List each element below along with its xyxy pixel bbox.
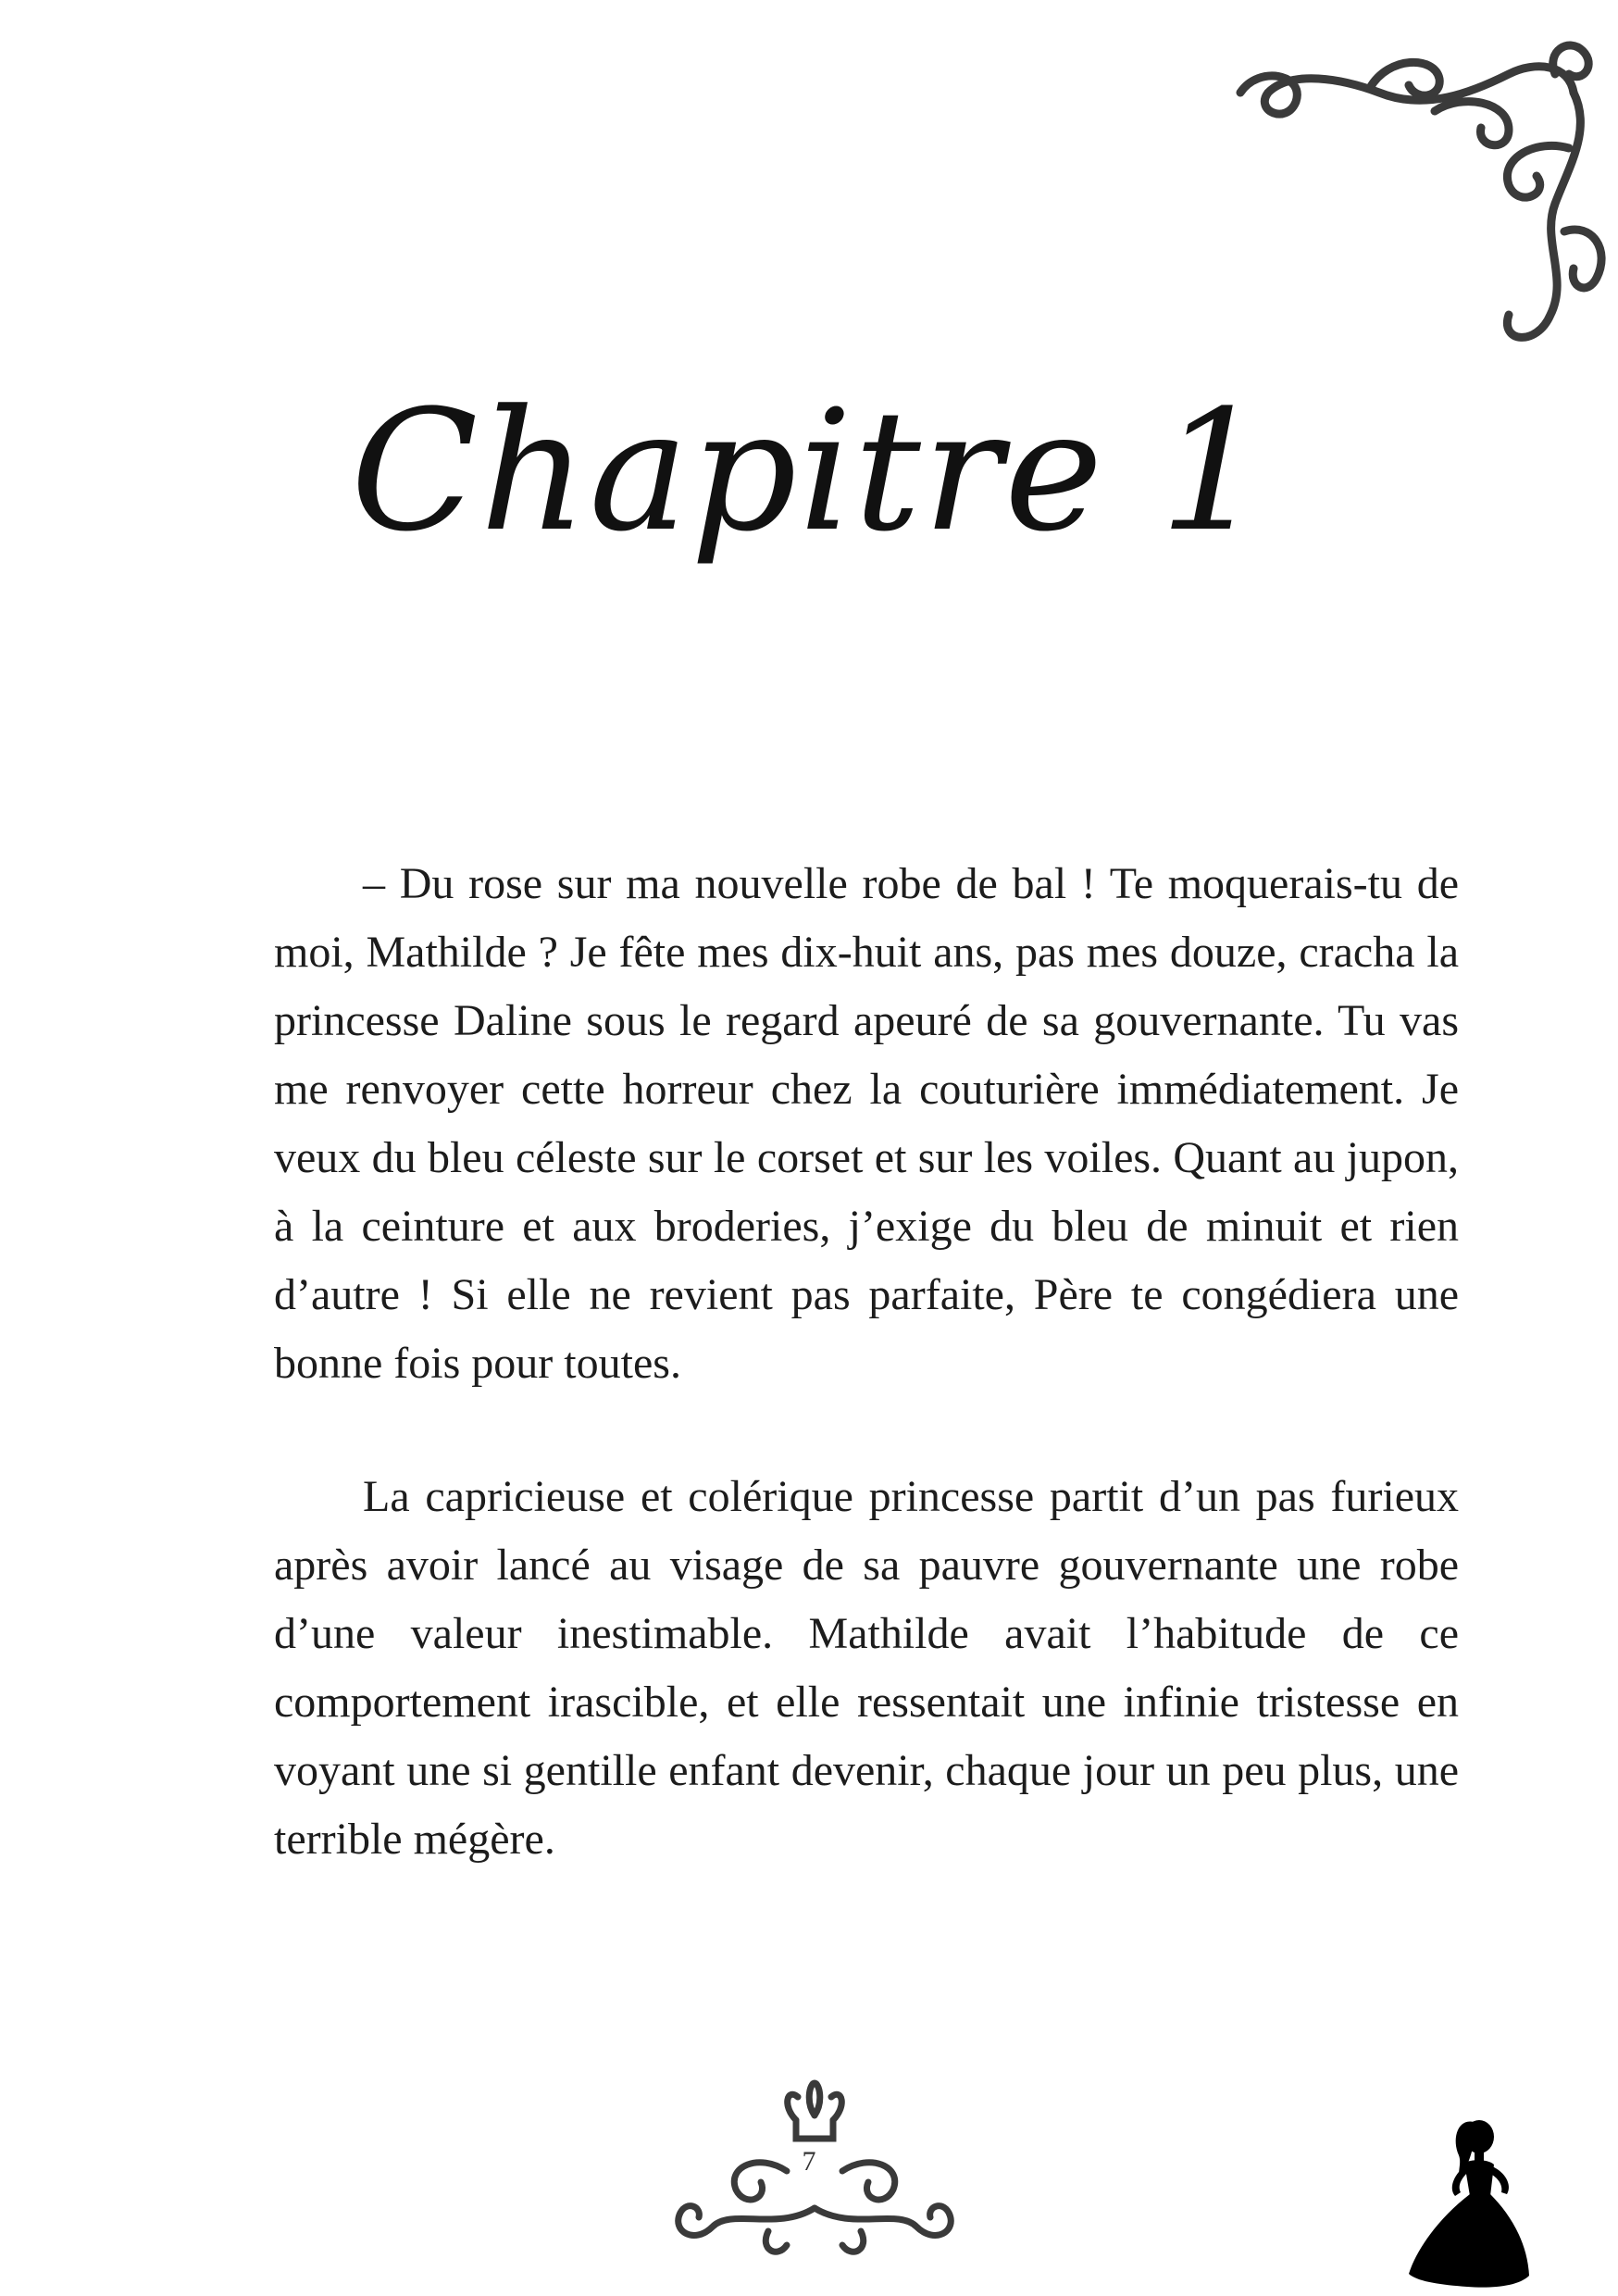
paragraph-narration: La capricieuse et colérique princesse partit d’un pas furieux après avoir lancé au visage de sa pauvre gouvernante une robe d’une valeur inestimable. Mathilde avait l’habitude de ce comportement irascible, et elle ressentait une infinie tristesse en voyant une si gentille enfant devenir, chaque jour un peu plus, une terrible mégère. xyxy=(274,1472,1459,1864)
chapter-body xyxy=(274,850,1459,1874)
page-number: 7 xyxy=(802,2146,816,2177)
paragraph-dialogue: – Du rose sur ma nouvelle robe de bal ! Te moquerais-tu de moi, Mathilde ? Je fête mes dix-huit ans, pas mes douze, cracha la princesse Daline sous le regard apeuré de sa gouvernante. Tu vas me renvoyer cette horreur chez la couturière immédiatement. Je veux du bleu céleste sur le corset et sur les voiles. Quant au jupon, à la ceinture et aux broderies, j’exige du bleu de minuit et rien d’autre ! Si elle ne revient pas parfaite, Père te congédiera une bonne fois pour toutes. xyxy=(274,859,1459,1388)
chapter-title: Chapitre 1 xyxy=(350,375,1268,568)
princess-silhouette-icon xyxy=(1398,2111,1537,2291)
corner-swirl-icon xyxy=(1203,37,1611,389)
